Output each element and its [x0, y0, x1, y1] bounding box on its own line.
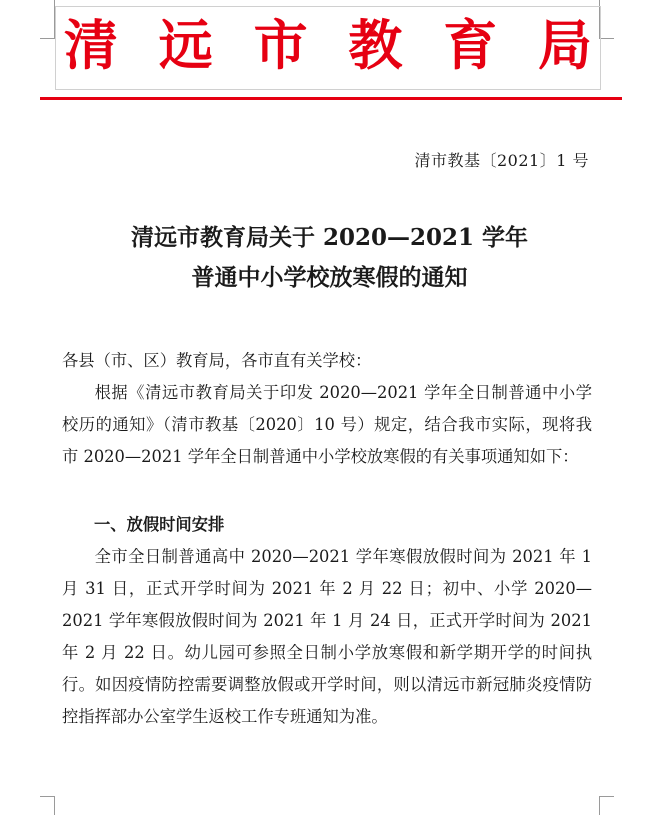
crop-mark-bottom-right	[599, 796, 614, 815]
letterhead-red-rule	[40, 97, 622, 100]
crop-mark-top-right	[599, 0, 614, 39]
letterhead-char: 局	[537, 14, 592, 77]
letterhead-char: 清	[64, 14, 118, 77]
letterhead-char: 市	[253, 14, 308, 77]
crop-mark-bottom-left	[40, 796, 55, 815]
body-paragraph-1: 根据《清远市教育局关于印发 2020—2021 学年全日制普通中小学校历的通知》（清市教基〔2020〕10 号）规定，结合我市实际，现将我市 2020—2021 学年全日制普通中小学校放寒假的有关事项通知如下：	[62, 383, 592, 466]
section-heading-1: 一、放假时间安排	[94, 515, 225, 534]
addressee: 各县（市、区）教育局，各市直有关学校：	[62, 351, 372, 370]
body-paragraph-2: 全市全日制普通高中 2020—2021 学年寒假放假时间为 2021 年 1 月 31 日，正式开学时间为 2021 年 2 月 22 日；初中、小学 2020—2021 学年寒假放假时间为 2021 年 1 月 24 日，正式开学时间为 2021 年 2 月 22 日。幼儿园可参照全日制小学放寒假和新学期开学的时间执行。如因疫情防控需要调整放假或开学时间，则以清远市新冠肺炎疫情防控指挥部办公室学生返校工作专班通知为准。	[62, 547, 592, 726]
letterhead-char: 远	[158, 14, 213, 77]
letterhead-title	[56, 11, 600, 81]
letterhead	[55, 6, 601, 90]
letterhead-char: 教	[348, 14, 403, 77]
document-number: 清市教基〔2021〕1 号	[414, 151, 589, 170]
crop-mark-top-left	[40, 0, 55, 39]
document-title-line-2: 普通中小学校放寒假的通知	[191, 264, 468, 291]
letterhead-char: 育	[443, 14, 498, 77]
document-title-line-1: 清远市教育局关于 2020—2021 学年	[130, 224, 529, 251]
